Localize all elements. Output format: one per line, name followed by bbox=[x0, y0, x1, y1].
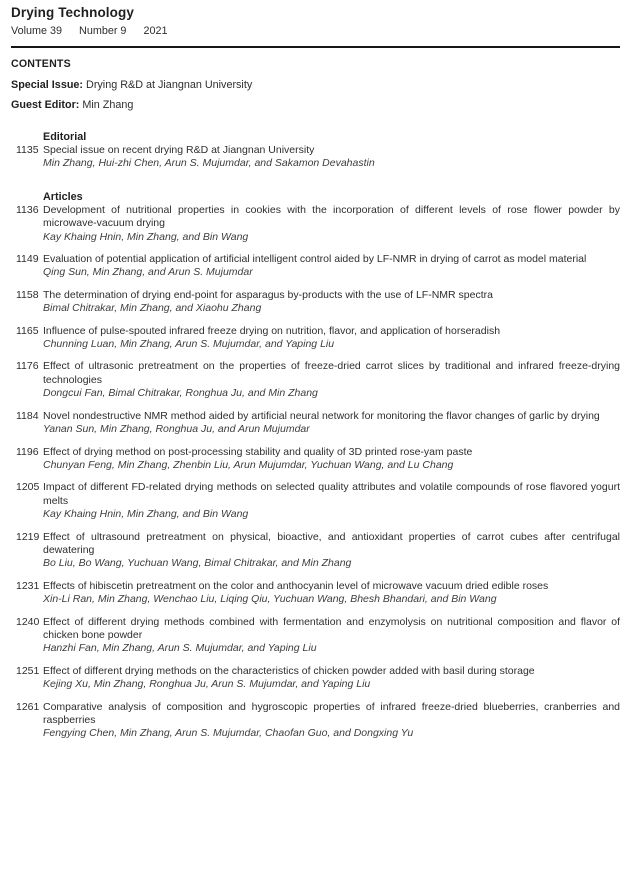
entry-page-number: 1149 bbox=[16, 253, 39, 266]
toc-entry bbox=[16, 325, 620, 352]
toc-entry bbox=[16, 204, 620, 244]
entry-title: Impact of different FD-related drying methods on selected quality attributes and volatile compounds of rose flavored yogurt melts bbox=[43, 481, 620, 507]
entry-body bbox=[43, 616, 620, 656]
entry-authors: Chunyan Feng, Min Zhang, Zhenbin Liu, Arun Mujumdar, Yuchuan Wang, and Lu Chang bbox=[43, 458, 454, 471]
toc-entry bbox=[16, 410, 620, 437]
entry-authors: Hanzhi Fan, Min Zhang, Arun S. Mujumdar, and Yaping Liu bbox=[43, 642, 317, 655]
toc-section bbox=[11, 191, 620, 741]
issue-number-label: Number 9 bbox=[79, 25, 127, 37]
toc-entry bbox=[16, 289, 620, 316]
journal-title: Drying Technology bbox=[11, 5, 134, 20]
entry-body bbox=[43, 580, 620, 607]
toc-entry bbox=[16, 616, 620, 656]
entry-title: Special issue on recent drying R&D at Jiangnan University bbox=[43, 144, 315, 156]
toc-entry bbox=[16, 531, 620, 571]
toc-entry bbox=[16, 253, 620, 280]
entry-title: Novel nondestructive NMR method aided by artificial neural network for monitoring the flavor changes of garlic by drying bbox=[43, 409, 600, 422]
volume-label: Volume 39 bbox=[11, 25, 63, 37]
section-heading: Articles bbox=[43, 190, 83, 203]
entry-page-number: 1158 bbox=[16, 288, 39, 301]
entry-body bbox=[43, 360, 620, 400]
entry-body bbox=[43, 665, 620, 692]
entry-body bbox=[43, 204, 620, 244]
entry-page-number: 1251 bbox=[16, 664, 40, 677]
guest-editor-line bbox=[11, 99, 620, 111]
toc-entry bbox=[16, 446, 620, 473]
header-rule bbox=[11, 46, 620, 48]
entry-authors: Kay Khaing Hnin, Min Zhang, and Bin Wang bbox=[43, 508, 249, 521]
toc-entry bbox=[16, 701, 620, 741]
entry-authors: Min Zhang, Hui-zhi Chen, Arun S. Mujumdar, and Sakamon Devahastin bbox=[43, 157, 375, 170]
entry-body bbox=[43, 410, 620, 437]
entry-authors: Bimal Chitrakar, Min Zhang, and Xiaohu Zhang bbox=[43, 302, 262, 315]
entry-authors: Fengying Chen, Min Zhang, Arun S. Mujumdar, Chaofan Guo, and Dongxing Yu bbox=[43, 727, 414, 740]
toc-entry bbox=[16, 580, 620, 607]
entry-page-number: 1205 bbox=[16, 481, 40, 494]
entry-body bbox=[43, 701, 620, 741]
special-issue-value: Drying R&D at Jiangnan University bbox=[86, 78, 253, 91]
entry-body bbox=[43, 325, 620, 352]
toc-entry bbox=[16, 665, 620, 692]
entry-page-number: 1176 bbox=[16, 360, 39, 373]
guest-editor-value: Min Zhang bbox=[82, 99, 134, 111]
issue-info bbox=[11, 25, 620, 37]
entry-page-number: 1261 bbox=[16, 700, 40, 713]
section-heading: Editorial bbox=[43, 131, 87, 143]
entry-title: Effects of hibiscetin pretreatment on the color and anthocyanin level of microwave vacuum dried edible roses bbox=[43, 579, 549, 592]
entry-title: Effect of ultrasonic pretreatment on the properties of freeze-dried carrot slices by traditional and infrared freeze-drying technologies bbox=[43, 360, 620, 386]
entry-page-number: 1240 bbox=[16, 615, 40, 628]
entry-authors: Kay Khaing Hnin, Min Zhang, and Bin Wang bbox=[43, 230, 249, 243]
entry-title: Effect of drying method on post-processing stability and quality of 3D printed rose-yam paste bbox=[43, 445, 473, 458]
entry-authors: Bo Liu, Bo Wang, Yuchuan Wang, Bimal Chitrakar, and Min Zhang bbox=[43, 557, 352, 570]
entry-page-number: 1184 bbox=[16, 409, 39, 422]
entry-title: The determination of drying end-point for asparagus by-products with the use of LF-NMR spectra bbox=[43, 288, 493, 301]
entry-body bbox=[43, 531, 620, 571]
entry-body bbox=[43, 446, 620, 473]
toc-section bbox=[11, 131, 620, 171]
entry-title: Effect of ultrasound pretreatment on physical, bioactive, and antioxidant properties of carrot cubes after centrifugal dewatering bbox=[43, 530, 620, 556]
special-issue-line bbox=[11, 79, 620, 91]
entry-body bbox=[43, 289, 620, 316]
entry-title: Development of nutritional properties in cookies with the incorporation of different levels of rose flower powder by microwave-vacuum drying bbox=[43, 203, 620, 230]
entry-title: Effect of different drying methods on the characteristics of chicken powder added with basil during storage bbox=[43, 664, 535, 677]
entry-page-number: 1165 bbox=[16, 324, 39, 337]
toc-entry bbox=[16, 144, 620, 171]
toc-sections bbox=[11, 131, 620, 741]
toc-entry bbox=[16, 360, 620, 400]
entry-authors: Qing Sun, Min Zhang, and Arun S. Mujumdar bbox=[43, 266, 253, 279]
entry-page-number: 1135 bbox=[16, 144, 39, 156]
entry-title: Comparative analysis of composition and hygroscopic properties of infrared freeze-dried blueberries, cranberries and raspberries bbox=[43, 700, 620, 726]
entry-authors: Yanan Sun, Min Zhang, Ronghua Ju, and Arun Mujumdar bbox=[43, 423, 310, 436]
entry-authors: Chunning Luan, Min Zhang, Arun S. Mujumdar, and Yaping Liu bbox=[43, 338, 335, 351]
entry-title: Influence of pulse-spouted infrared freeze drying on nutrition, flavor, and application of horseradish bbox=[43, 324, 501, 337]
journal-header bbox=[11, 5, 620, 37]
entry-title: Effect of different drying methods combined with fermentation and enzymolysis on nutritional composition and flavor of chicken bone powder bbox=[43, 615, 620, 641]
guest-editor-label: Guest Editor: bbox=[11, 99, 80, 111]
entry-page-number: 1196 bbox=[16, 445, 39, 458]
entry-body bbox=[43, 481, 620, 521]
entry-page-number: 1231 bbox=[16, 579, 40, 592]
entry-authors: Xin-Li Ran, Min Zhang, Wenchao Liu, Liqing Qiu, Yuchuan Wang, Bhesh Bhandari, and Bin Wang bbox=[43, 593, 497, 606]
entry-body bbox=[43, 144, 620, 171]
entry-authors: Dongcui Fan, Bimal Chitrakar, Ronghua Ju, and Min Zhang bbox=[43, 387, 318, 400]
entry-authors: Kejing Xu, Min Zhang, Ronghua Ju, Arun S. Mujumdar, and Yaping Liu bbox=[43, 678, 371, 691]
entry-body bbox=[43, 253, 620, 280]
entry-title: Evaluation of potential application of artificial intelligent control aided by LF-NMR in drying of carrot as model material bbox=[43, 253, 587, 266]
year-label: 2021 bbox=[143, 25, 168, 37]
entry-page-number: 1136 bbox=[16, 203, 39, 216]
special-issue-label: Special Issue: bbox=[11, 78, 84, 91]
contents-heading: CONTENTS bbox=[11, 58, 71, 70]
entry-page-number: 1219 bbox=[16, 530, 40, 543]
toc-entry bbox=[16, 481, 620, 521]
